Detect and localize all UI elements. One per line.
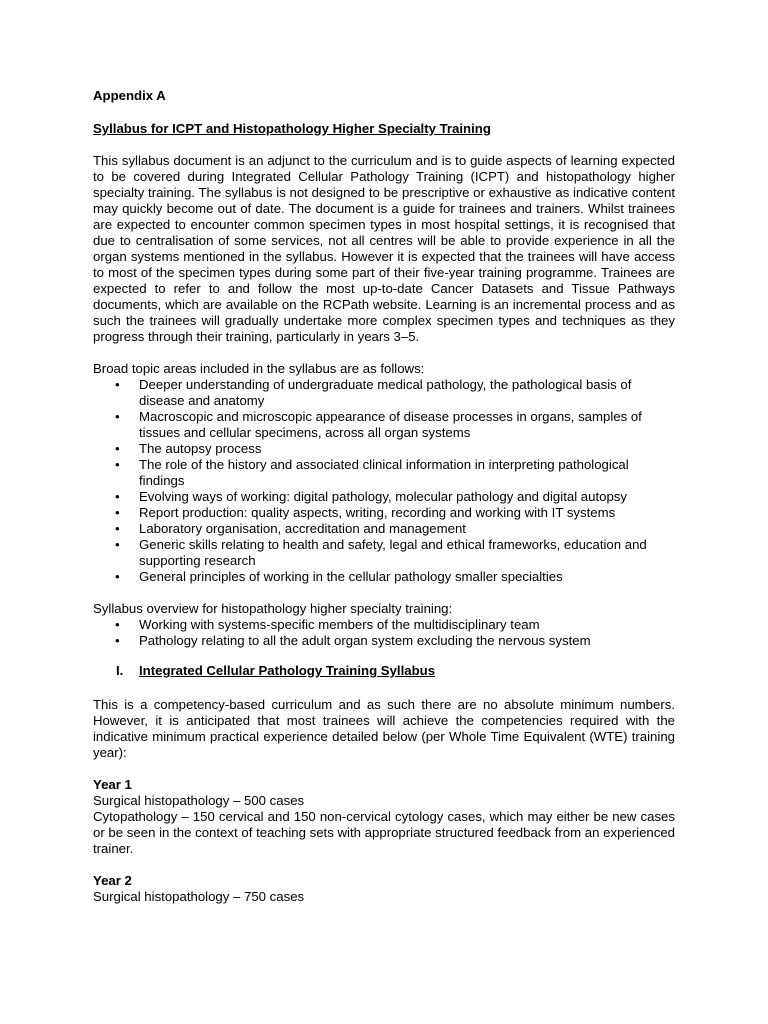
list-item: • Evolving ways of working: digital pathology, molecular pathology and digital autopsy bbox=[93, 489, 675, 505]
overview-intro: Syllabus overview for histopathology higher specialty training: bbox=[93, 601, 453, 616]
list-item: • Generic skills relating to health and safety, legal and ethical frameworks, education and supporting research bbox=[93, 537, 675, 569]
year2-block bbox=[93, 873, 675, 905]
list-item: • General principles of working in the cellular pathology smaller specialties bbox=[93, 569, 675, 585]
list-item: • Laboratory organisation, accreditation and management bbox=[93, 521, 675, 537]
year2-line1: Surgical histopathology – 750 cases bbox=[93, 889, 305, 904]
list-item: • Macroscopic and microscopic appearance of disease processes in organs, samples of tissues and cellular specimens, across all organ systems bbox=[93, 409, 675, 441]
overview-list bbox=[93, 617, 675, 649]
year1-block bbox=[93, 777, 675, 857]
intro-paragraph: This syllabus document is an adjunct to the curriculum and is to guide aspects of learning expected to be covered during Integrated Cellular Pathology Training (ICPT) and histopathology higher specialty training. The syllabus is not designed to be prescriptive or exhaustive as indicative content may quickly become out of date. The document is a guide for trainees and trainers. Whilst trainees are expected to encounter common specimen types in most hospital settings, it is recognised that due to centralisation of some services, not all centres will be able to provide experience in all the organ systems mentioned in the syllabus. However it is expected that the trainees will have access to most of the specimen types during some part of their five-year training programme. Trainees are expected to refer to and follow the most up-to-date Cancer Datasets and Tissue Pathways documents, which are available on the RCPath website. Learning is an incremental process and as such the trainees will gradually undertake more complex specimen types and techniques as they progress through their training, particularly in years 3–5. bbox=[93, 153, 675, 344]
list-item: • The autopsy process bbox=[93, 441, 675, 457]
syllabus-title: Syllabus for ICPT and Histopathology Higher Specialty Training bbox=[93, 121, 491, 136]
section-heading bbox=[93, 663, 675, 679]
list-item: • Working with systems-specific members of the multidisciplinary team bbox=[93, 617, 675, 633]
topics-list bbox=[93, 377, 675, 585]
section-paragraph: This is a competency-based curriculum and as such there are no absolute minimum numbers. However, it is anticipated that most trainees will achieve the competencies required with the indicative minimum practical experience detailed below (per Whole Time Equivalent (WTE) training year): bbox=[93, 697, 675, 760]
list-item: • Report production: quality aspects, writing, recording and working with IT systems bbox=[93, 505, 675, 521]
year1-heading: Year 1 bbox=[93, 777, 132, 792]
appendix-title: Appendix A bbox=[93, 88, 166, 103]
document-body bbox=[93, 88, 675, 921]
section-title: Integrated Cellular Pathology Training Syllabus bbox=[139, 663, 436, 678]
year2-heading: Year 2 bbox=[93, 873, 132, 888]
topics-intro: Broad topic areas included in the syllabus are as follows: bbox=[93, 361, 425, 376]
list-item: • The role of the history and associated clinical information in interpreting pathological findings bbox=[93, 457, 675, 489]
list-item: • Pathology relating to all the adult organ system excluding the nervous system bbox=[93, 633, 675, 649]
year1-line2: Cytopathology – 150 cervical and 150 non-cervical cytology cases, which may either be new cases or be seen in the context of teaching sets with appropriate structured feedback from an experienced trainer. bbox=[93, 809, 675, 856]
year1-line1: Surgical histopathology – 500 cases bbox=[93, 793, 305, 808]
section-number: I. bbox=[116, 663, 124, 678]
list-item: • Deeper understanding of undergraduate medical pathology, the pathological basis of disease and anatomy bbox=[93, 377, 675, 409]
